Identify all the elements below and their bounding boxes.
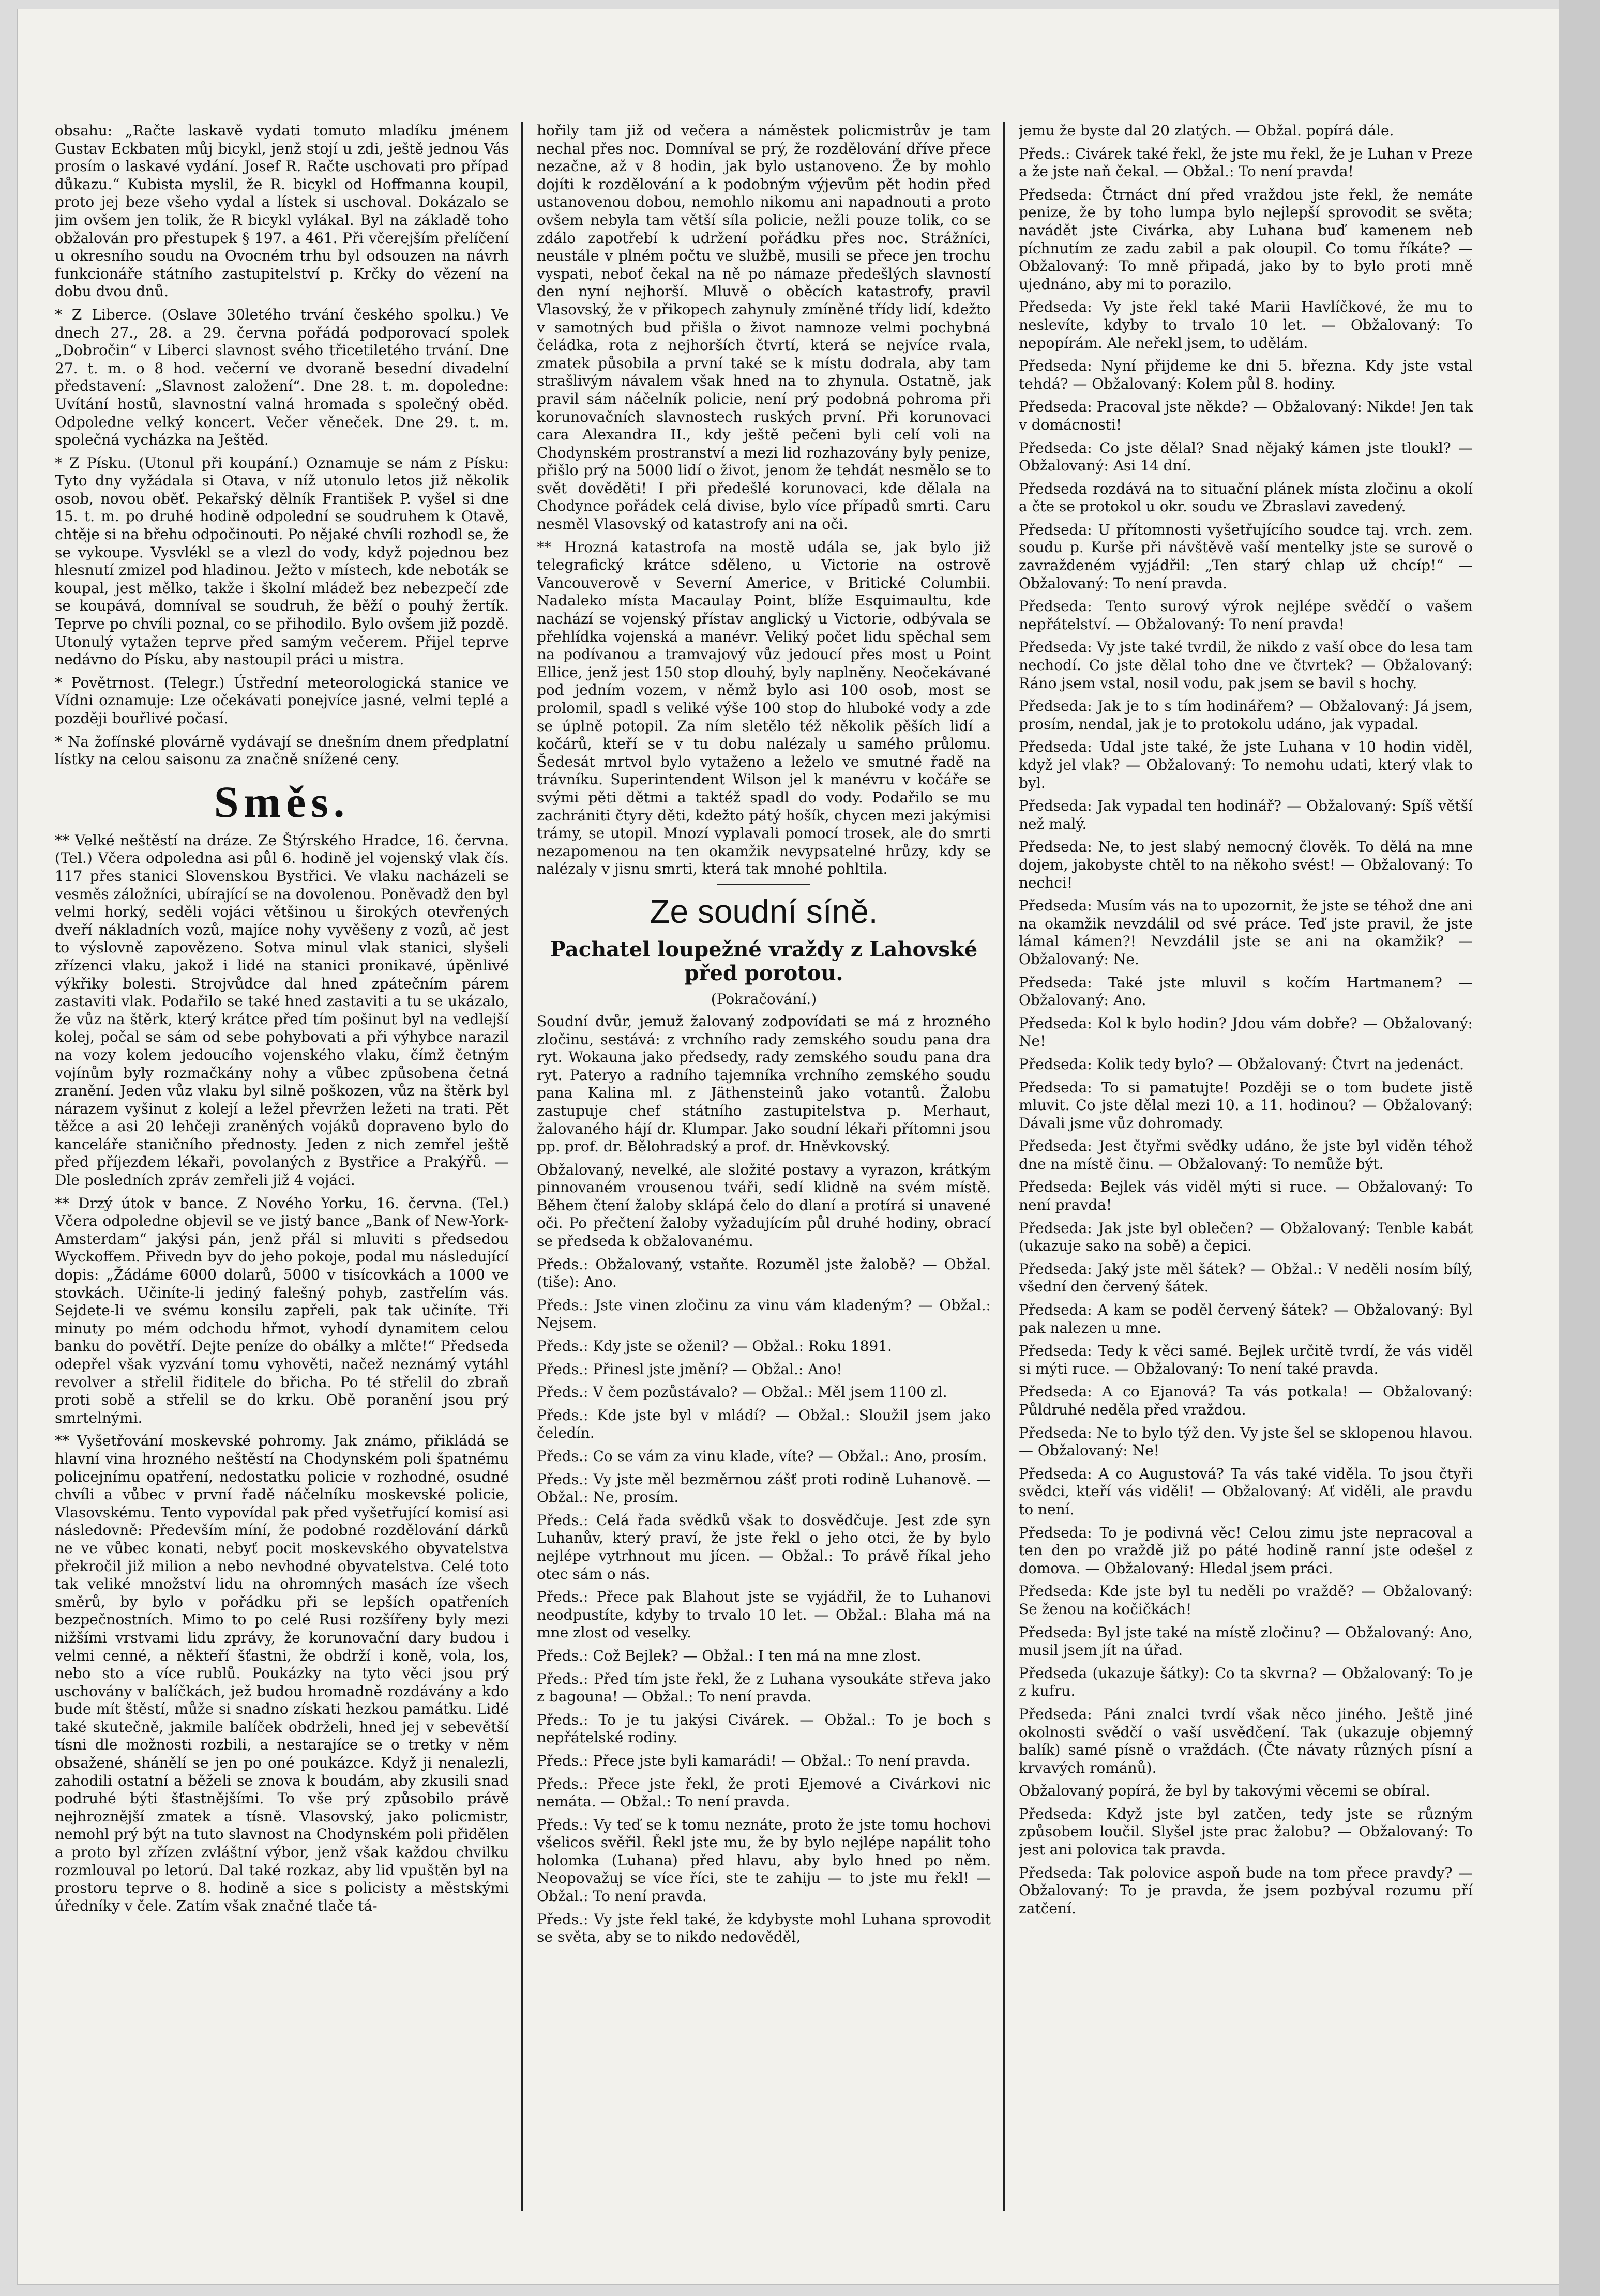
paragraph: jemu že byste dal 20 zlatých. — Obžal. popírá dále. — [1019, 122, 1394, 139]
paragraph: Předseda: Tak polovice aspoň bude na tom přece pravdy? — Obžalovaný: To je pravda, že jsem pozbýval rozumu pří zatčení. — [1019, 1864, 1473, 1917]
paragraph: Předseda: A kam se poděl červený šátek? — Obžalovaný: Byl pak nalezen u mne. — [1019, 1301, 1473, 1336]
paragraph: Předseda: Pracoval jste někde? — Obžalovaný: Nikde! Jen tak v domácnosti! — [1019, 398, 1473, 433]
paragraph: Předseda: Ne to bylo týž den. Vy jste šel se sklopenou hlavou. — Obžalovaný: Ne! — [1019, 1424, 1473, 1459]
paragraph: Předseda: To si pamatujte! Později se o tom budete jistě mluvit. Co jste dělal mezi 10. a 11. hodinou? — Obžalovaný: Dávali jsme vůz dohromady. — [1019, 1078, 1473, 1132]
separator — [717, 884, 810, 885]
paragraph: Předseda: U přítomnosti vyšetřujícího soudce taj. vrch. zem. soudu p. Kurše při návštěvě vaší mentelky jste se surově o zavraždeném vyjádřil: „Ten starý chlap už chcíp!“ — Obžalovaný: To není pravda. — [1019, 521, 1473, 592]
paragraph: Předseda: Páni znalci tvrdí však něco jiného. Ještě jiné okolnosti svědčí o vaší usvědčení. Tak (ukazuje objemný balík) samé písně o vraždách. (Čte návaty různých písní a krvavých románů). — [1019, 1705, 1473, 1776]
paragraph: Předseda: Tento surový výrok nejlépe svědčí o vašem nepřátelství. — Obžalovaný: To není pravda! — [1019, 598, 1473, 633]
paragraph: Předs.: Obžalovaný, vstaňte. Rozuměl jste žalobě? — Obžal. (tiše): Ano. — [537, 1255, 991, 1291]
paragraph: * Povětrnost. (Telegr.) Ústřední meteorologická stanice ve Vídni oznamuje: Lze očekávati ponejvíce jasné, velmi teplé a později bouřlivé počasí. — [55, 674, 509, 727]
paragraph: Předseda: Vy jste také tvrdil, že nikdo z vaší obce do lesa tam nechodí. Co jste dělal toho dne ve čtvrtek? — Obžalovaný: Ráno jsem vstal, nosil vodu, pak jsem se bavil s hochy. — [1019, 638, 1473, 692]
paragraph: Předseda: Jak je to s tím hodinářem? — Obžalovaný: Já jsem, prosím, nendal, jak je to protokolu udáno, jak vypadal. — [1019, 697, 1473, 733]
paragraph: Předs.: Kdy jste se oženil? — Obžal.: Roku 1891. — [537, 1337, 892, 1355]
paragraph: Obžalovaný, nevelké, ale složité postavy a vyrazon, krátkým pinnovaném vrousenou tváři, sedí klidně na svém místě. Během čtení žaloby sklápá čelo do dlaní a protírá si unavené oči. Po přečtení žaloby vyžadujícím půl druhé hodiny, obrací se předseda k obžalovanému. — [537, 1161, 991, 1250]
paragraph: Předseda rozdává na to situační plánek místa zločinu a okolí a čte se protokol u okr. soudu ve Zbraslavi zavedený. — [1019, 480, 1473, 515]
article-note: (Pokračování.) — [711, 990, 817, 1008]
paragraph: Předseda: Také jste mluvil s kočím Hartmanem? — Obžalovaný: Ano. — [1019, 974, 1473, 1009]
paragraph: Předseda: Kde jste byl tu neděli po vraždě? — Obžalovaný: Se ženou na kočičkách! — [1019, 1583, 1473, 1618]
paragraph: Předseda: Ne, to jest slabý nemocný člověk. To dělá na mne dojem, jakobyste chtěl to na někoho svést! — Obžalovaný: To nechci! — [1019, 838, 1473, 891]
paragraph: Předs.: Přinesl jste jmění? — Obžal.: Ano! — [537, 1360, 842, 1378]
paragraph: Předseda: A co Augustová? Ta vás také viděla. To jsou čtyři svědci, kteří vás viděli! — Obžalovaný: Ať viděli, ale pravdu to není. — [1019, 1465, 1473, 1518]
article-headline: Pachatel loupežné vraždy z Lahovské před porotou. — [550, 937, 978, 985]
paragraph: * Z Písku. (Utonul při koupání.) Oznamuje se nám z Písku: Tyto dny vyžádala si Otava, v níž utonulo letos již několik osob, novou oběť. Pekařský dělník František P. vyšel si dne 15. t. m. po druhé hodině odpolední se soudruhem k Otavě, chtěje si na břehu odpočinouti. Po nějaké chvíli rozhodl se, že se vykoupe. Vysvlékl se a vlezl do vody, když pojednou bez hlesnutí zmizel pod hladinou. Ježto v místech, kde neboták se koupal, jest mělko, takže i školní mládež bez nebezpečí zde se koupává, domníval se soudruh, že běží o pouhý žertík. Teprve po chvíli poznal, co se přihodilo. Bylo ovšem již pozdě. Utonulý vytažen teprve před samým večerem. Přijel teprve nedávno do Písku, aby nastoupil práci u mistra. — [55, 454, 509, 668]
paragraph: Předseda: Jak vypadal ten hodinář? — Obžalovaný: Spíš větší než malý. — [1019, 797, 1473, 832]
paragraph: ** Drzý útok v bance. Z Nového Yorku, 16. června. (Tel.) Včera odpoledne objevil se ve jistý bance „Bank of New-York-Amsterdam“ jakýsi pán, jenž přál si mluviti s předsedou Wyckoffem. Přivedn byv do jeho pokoje, podal mu následující dopis: „Žádáme 6000 dolarů, 5000 v tisícovkách a 1000 ve stovkách. Učiníte-li jediný falešný pohyb, zastřelím vás. Sejdete-li ve svému konsilu zapřeli, pak tak učiníte. Tři minuty po mém odchodu hřmot, vyhodí dynamitem celou banku do povětří. Dejte peníze do obálky a mlčte!“ Předseda odepřel však vyzvání tomu vyhověti, načež neznámý vytáhl revolver a střelil řiditele do břicha. Po té střelil do zbraň proti sobě a střelil se do krku. Obě poranění jsou prý smrtelnými. — [55, 1194, 509, 1426]
column-rule — [521, 122, 523, 2211]
paragraph: Předseda: Tedy k věci samé. Bejlek určitě tvrdí, že vás viděl si mýti ruce. — Obžalovaný: To není také pravda. — [1019, 1342, 1473, 1377]
section-heading-court: Ze soudní síně. — [650, 892, 878, 930]
paragraph: Předs.: Přece jste řekl, že proti Ejemové a Civárkovi nic nemáta. — Obžal.: To není pravda. — [537, 1775, 991, 1811]
paragraph: Předseda: Co jste dělal? Snad nějaký kámen jste tloukl? — Obžalovaný: Asi 14 dní. — [1019, 439, 1473, 475]
paragraph: Předs.: Před tím jste řekl, že z Luhana vysoukáte střeva jako z bagouna! — Obžal.: To není pravda. — [537, 1670, 991, 1706]
paragraph: Předs.: Což Bejlek? — Obžal.: I ten má na mne zlost. — [537, 1647, 922, 1664]
column-1 — [55, 122, 509, 2211]
paragraph: Předseda: A co Ejanová? Ta vás potkala! — Obžalovaný: Půldruhé neděla před vraždou. — [1019, 1383, 1473, 1418]
paragraph: Předseda: Kol k bylo hodin? Jdou vám dobře? — Obžalovaný: Ne! — [1019, 1014, 1473, 1050]
paragraph: Předseda: Jak jste byl oblečen? — Obžalovaný: Tenble kabát (ukazuje sako na sobě) a čepici. — [1019, 1219, 1473, 1255]
paragraph: Předs.: Přece pak Blahout jste se vyjádřil, že to Luhanovi neodpustíte, kdyby to trvalo 10 let. — Obžal.: Blaha má na mne zlost od veselky. — [537, 1588, 991, 1641]
paragraph: Předseda: Jaký jste měl šátek? — Obžal.: V neděli nosím bílý, všední den červený šátek. — [1019, 1260, 1473, 1296]
scan-edge — [1559, 0, 1600, 2296]
paragraph: Předseda: Musím vás na to upozornit, že jste se téhož dne ani na okamžik nevzdálil od své práce. Teď jste pravil, že jste lámal kámen?! Nevzdálil jste se ani na okamžik? — Obžalovaný: Ne. — [1019, 897, 1473, 968]
paragraph: * Na žofínské plovárně vydávají se dnešním dnem předplatní lístky na celou saisonu za značně snížené ceny. — [55, 733, 509, 768]
paragraph: Předseda: Čtrnáct dní před vraždou jste řekl, že nemáte penize, že by toho lumpa bylo nejlepší sprovodit se světa; navádět jste Civárka, aby Luhana buď kamenem neb píchnutím ze zadu zabil a pak oloupil. Co tomu říkáte? — Obžalovaný: To mně připadá, jako by to bylo proti mně ujednáno, aby mi to porazilo. — [1019, 186, 1473, 293]
paragraph: Předseda: Byl jste také na místě zločinu? — Obžalovaný: Ano, musil jsem jít na úřad. — [1019, 1623, 1473, 1659]
column-3 — [1019, 122, 1473, 2211]
column-2 — [537, 122, 991, 2211]
paragraph: Předseda: To je podivná věc! Celou zimu jste nepracoval a ten den po vraždě již po páté hodině ranní jste odešel z domova. — Obžalovaný: Hledal jsem práci. — [1019, 1524, 1473, 1577]
paragraph: Předs.: Jste vinen zločinu za vinu vám kladeným? — Obžal.: Nejsem. — [537, 1296, 991, 1332]
paragraph: Předs.: Celá řada svědků však to dosvědčuje. Jest zde syn Luhanův, který praví, že jste řekl o jeho otci, že by bylo nejlépe vytrhnout mu jícen. — Obžal.: To právě říkal jeho otec sám o nás. — [537, 1511, 991, 1583]
paragraph: * Z Liberce. (Oslave 30letého trvání českého spolku.) Ve dnech 27., 28. a 29. června pořádá podporovací spolek „Dobročin“ v Liberci slavnost svého třicetiletého trvání. Dne 27. t. m. o 8 hod. večerní ve dvoraně besední divadelní představení: „Slavnost založení“. Dne 28. t. m. dopoledne: Uvítání hostů, slavnostní valná hromada s společný oběd. Odpoledne velký koncert. Večer věneček. Dne 29. t. m. společná vycházka na Ještěd. — [55, 306, 509, 449]
paragraph: Předs.: Co se vám za vinu klade, víte? — Obžal.: Ano, prosím. — [537, 1448, 987, 1465]
text-columns — [55, 122, 1473, 2211]
paragraph: Obžalovaný popírá, že byl by takovými věcemi se obíral. — [1019, 1782, 1430, 1800]
column-rule — [1003, 122, 1005, 2211]
paragraph: Předs.: Vy jste řekl také, že kdybyste mohl Luhana sprovodit se světa, aby se to nikdo nedověděl, — [537, 1910, 991, 1946]
section-heading-smes: Směs. — [214, 777, 350, 827]
paragraph: Předseda: Vy jste řekl také Marii Havlíčkové, že mu to neslevíte, kdyby to trvalo 10 let. — Obžalovaný: To nepopírám. Ale neřekl jsem, to udělám. — [1019, 298, 1473, 352]
paragraph: Předs.: Vy jste měl bezměrnou zášť proti rodině Luhanově. — Obžal.: Ne, prosím. — [537, 1470, 991, 1506]
paragraph: Předseda: Bejlek vás viděl mýti si ruce. — Obžalovaný: To není pravda! — [1019, 1178, 1473, 1214]
paragraph: hořily tam již od večera a náměstek policmistrův je tam nechal přes noc. Domníval se prý, že rozdělování dříve přece nezačne, až v 8 hodin, jak bylo ustanoveno. Že by mohlo dojíti k rozdělování a k podobným výjevům pět hodin před ustanovenou dobou, nemohlo nikomu ani napadnouti a proto ovšem nebyla tam větší síla policie, nežli pouze tolik, co se zdálo zapotřebí k udržení pořádku přes noc. Strážníci, neustále v plném počtu ve službě, musili se přece jen trochu vyspati, neboť čekal na ně po námaze předešlých slavností den nyní nejhorší. Mluvě o oběcích katastrofy, pravil Vlasovský, že v přikopech zahynuly zmíněné třídy lidí, kdežto v samotných bud přišla o život namnoze velmi pochybná čeládka, rota z nejhorších čtvrtí, která se nejvíce rvala, zmatek působila a první také se k místu dodrala, aby tam strašlivým návalem však hned na to zhynula. Ostatně, jak pravil sám náčelník policie, není prý podobná pohroma při korunovačních slavnostech ruských první. Při korunovaci cara Alexandra II., kdy ještě pečeni byli celí voli na Chodynském prostranství a mezi lid rozhazovány byly penize, přišlo prý na 5000 lidí o život, jenom že tehdát nesmělo se to svět dověděti! I při předešlé korunovaci, kde dělala na Chodynce pořádek celá divise, bylo více případů smrti. Caru nesměl Vlasovský od katastrofy ani na oči. — [537, 122, 991, 533]
paragraph: obsahu: „Račte laskavě vydati tomuto mladíku jménem Gustav Eckbaten můj bicykl, jenž stojí u zdi, ještě jednou Vás prosím o laskavé vydání. Josef R. Račte uschovati pro případ důkazu.“ Kubista myslil, že R. bicykl od Hoffmanna koupil, proto jej beze všeho vydal a lístek si uschoval. Dokázalo se jim ovšem jen tolik, že R bicykl vylákal. Byl na základě toho obžalován pro přestupek § 197. a 461. Při včerejším přelíčení u okresního soudu na Ovocném trhu byl odsouzen na návrh funkcionáře státního zastupitelství p. Krčky do vězení na dobu dvou dnů. — [55, 122, 509, 300]
paragraph: Předs.: V čem pozůstávalo? — Obžal.: Měl jsem 1100 zl. — [537, 1383, 947, 1401]
paragraph: Předseda: Když jste byl zatčen, tedy jste se různým způsobem loučil. Slyšel jste prac žalobu? — Obžalovaný: To jest ani polovica tak pravda. — [1019, 1805, 1473, 1859]
paragraph: Předseda: Nyní přijdeme ke dni 5. března. Kdy jste vstal tehdá? — Obžalovaný: Kolem půl 8. hodiny. — [1019, 357, 1473, 392]
paragraph: Předs.: Civárek také řekl, že jste mu řekl, že je Luhan v Preze a že jste naň čekal. — Obžal.: To není pravda! — [1019, 145, 1473, 180]
paragraph: Předs.: To je tu jakýsi Civárek. — Obžal.: To je boch s nepřátelské rodiny. — [537, 1711, 991, 1746]
paragraph: Předseda (ukazuje šátky): Co ta skvrna? — Obžalovaný: To je z kufru. — [1019, 1664, 1473, 1700]
paragraph: Předs.: Přece jste byli kamarádi! — Obžal.: To není pravda. — [537, 1752, 971, 1769]
paragraph: Předseda: Jest čtyřmi svědky udáno, že jste byl viděn téhož dne na místě činu. — Obžalovaný: To nemůže být. — [1019, 1137, 1473, 1173]
paragraph: Předseda: Udal jste také, že jste Luhana v 10 hodin viděl, když jel vlak? — Obžalovaný: To nemohu udati, který vlak to byl. — [1019, 738, 1473, 792]
newspaper-page — [18, 9, 1559, 2284]
paragraph: ** Velké neštěstí na dráze. Ze Štýrského Hradce, 16. června. (Tel.) Včera odpoledna asi půl 6. hodině jel vojenský vlak čís. 117 přes stanici Slovenskou Bystřici. Ve vlaku nacházeli se vesměs záložníci, ubírající se na dovolenou. Poněvadž den byl velmi horký, seděli vojáci většinou u širokých otevřených dveří nákladních vozů, majíce nohy vyvěšeny z vozů, ač jest to výslovně zapovězeno. Sotva minul vlak stanici, slyšeli zřízenci vlaku, jakož i lidé na stanici pronikavé, úpěnlivé výkřiky bolesti. Strojvůdce dal hned zpátečním párem zastaviti vlak. Podařilo se také hned zastaviti a tu se ukázalo, že vůz na štěrk, který krátce před tím pošinut byl na vedlejší kolej, počal se sám od sebe pohybovati a při výhybce narazil na vozy kolem jedoucího vojenského vlaku, čímž četným vojínům byly rozmačkány nohy a vůbec způsobena četná zranění. Jeden vůz vlaku byl silně poškozen, vůz na štěrk byl nárazem vyšinut z kolejí a ležel převržen ležeti na trati. Pět těžce a asi 20 lehčeji zraněných vojáků dopraveno bylo do kanceláře staničního přednosty. Jeden z nich zemřel ještě před příjezdem lékaři, povolaných z Bystřice a Prakýřů. — Dle posledních zpráv zemřeli již 4 vojáci. — [55, 831, 509, 1189]
paragraph: Soudní dvůr, jemuž žalovaný zodpovídati se má z hrozného zločinu, sestává: z vrchního rady zemského soudu pana dra ryt. Wokauna jako předsedy, rady zemského soudu pana dra ryt. Pateryo a radního tajemníka vrchního zemského soudu pana Kalina ml. z Jäthensteinů jako votantů. Žalobu zastupuje chef státního zastupitelstva p. Merhaut, žalovaného hájí dr. Klumpar. Jako soudní lékaři přítomni jsou pp. prof. dr. Bělohradský a prof. dr. Hněvkovský. — [537, 1012, 991, 1155]
paragraph: ** Hrozná katastrofa na mostě udála se, jak bylo již telegrafický krátce sděleno, u Victorie na ostrově Vancouverově v Severní Americe, v Britické Columbii. Nadaleko místa Macaulay Point, blíže Esquimaultu, kde nachází se vojenský přístav anglický u Victorie, odbývala se přehlídka vojenská a manévr. Veliký počet lidu spěchal sem na podívanou a tramvajový vůz jedoucí přes most u Point Ellice, jenž jest 150 stop dlouhý, byly naplněny. Neočekávané pod jedním vozem, v němž bylo asi 100 osob, most se prolomil, spadl s veliké výše 100 stop do hluboké vody a zde se úplně potopil. Za ním sletělo též několik pěších lidí a kočárů, kteří se v tu dobu nalézaly u samého průlomu. Šedesát mrtvol bylo vytaženo a leželo ve smutné řadě na trávníku. Superintendent Wilson jel k manévru v kočáře se svými pěti dětmi a taktéž spadl do vody. Podařilo se mu zachrániti čtyry děti, kdežto pátý hošík, chycen mezi jakýmisi trámy, se utopil. Mnozí vyplavali pomocí trosek, ale do smrti nezapomenou na ten okamžik nevypsatelné hrůzy, kdy se nalézaly v jisnu smrti, která tak mnohé pohltila. — [537, 538, 991, 878]
paragraph: ** Vyšetřování moskevské pohromy. Jak známo, přikládá se hlavní vina hrozného neštěstí na Chodynském poli špatnému policejnímu opatření, nedostatku policie v rozhodné, osudné chvíli a vůbec v první řadě náčelníku moskevské policie, Vlasovskému. Tento vypovídal pak před vyšetřující komisí asi následovně: Především míní, že podobné rozdělování dárků ne ve vůbec konati, nebyť pocit moskevského obyvatelstva překročil již milion a nebo nevhodné obyvatelstva. Celé toto tak veliké množství lidu na ohromných masách íze všech směrů, by bylo v pořádku při se lepších opatřeních bezpečnostních. Mimo to po celé Rusi rozšířeny byly mezi nižšími vrstvami lidu zprávy, že korunovační dary budou i velmi cenné, a někteří šťastni, že obdrží i koně, vola, los, nebo sto a více rublů. Poukázky na tyto věci jsou prý uschovány v balíčkách, jež budou hromadně rozdávány a kdo bude mít štěstí, může si snadno získati hezkou památku. Lidé také skutečně, jakmile balíček obdrželi, hned jej v sebevětší tísni dle možnosti rozbili, a nestarajíce se o tretky v něm obsažené, shánělí se jen po oné poukázce. Když ji nenalezli, zahodili ostatní a běželi se znova k boudám, aby zkusili snad podruhé býti šťastnějšími. To vše prý způsobilo právě nejhroznější zmatek a tísně. Vlasovský, jako policmistr, nemohl prý být na tuto slavnost na Chodynském poli přidělen a proto byl zřízen zvláštní výbor, jenž však každou chvilku rozmlouval po letorú. Dal také rozkaz, aby lid vpuštěn byl na prostoru teprve o 8. hodině a sice s policisty a městskými úředníky v čele. Zatím však značné tlače tá- — [55, 1432, 509, 1914]
paragraph: Předseda: Kolik tedy bylo? — Obžalovaný: Čtvrt na jedenáct. — [1019, 1055, 1465, 1073]
paragraph: Předs.: Vy teď se k tomu neznáte, proto že jste tomu hochovi všelicos svěřil. Řekl jste mu, že by bylo nejlépe napálit toho holomka (Luhana) před hlavu, aby bylo hned po něm. Neopovažuj se více říci, ste te zahiju — to jste mu řekl! — Obžal.: To není pravda. — [537, 1816, 991, 1905]
paragraph: Předs.: Kde jste byl v mládí? — Obžal.: Sloužil jsem jako čeledín. — [537, 1406, 991, 1442]
